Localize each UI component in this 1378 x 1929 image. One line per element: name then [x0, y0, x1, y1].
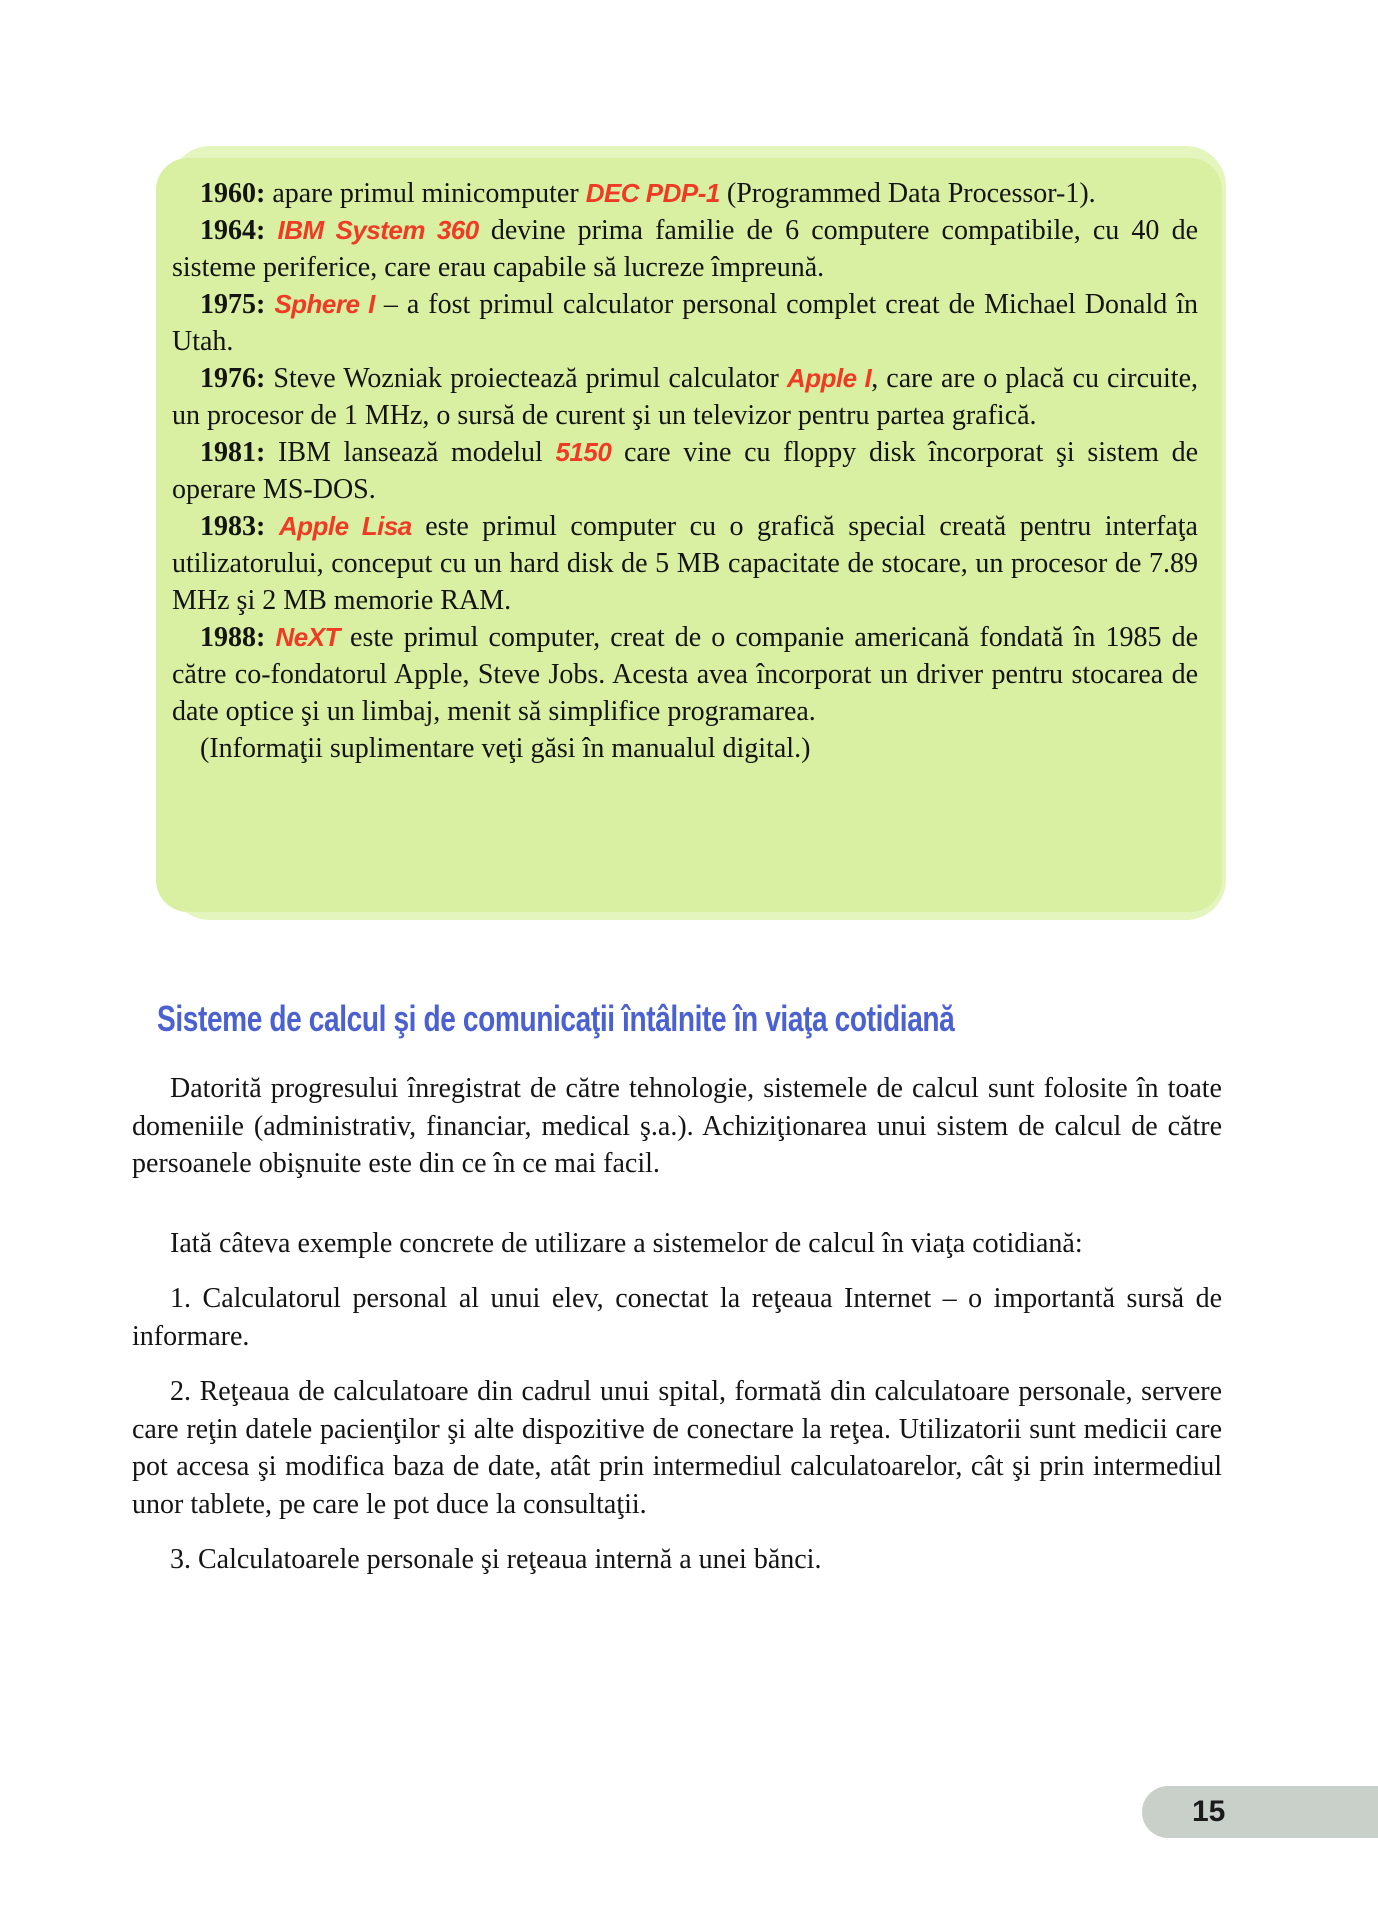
brand-name: NeXT: [275, 622, 340, 652]
timeline-entries: [172, 175, 1198, 730]
timeline-box: [156, 158, 1222, 912]
entry-text: devine prima familie de 6 computere compatibile, cu 40 de sisteme periferice, care erau capabile să lucreze împreună.: [172, 215, 1198, 283]
timeline-entry: [172, 619, 1198, 730]
year-label: 1983:: [200, 511, 266, 542]
entry-text: [265, 215, 277, 246]
brand-name: Apple I: [786, 363, 872, 393]
body-paragraph: Iată câteva exemple concrete de utilizare a sistemelor de calcul în viaţa cotidiană:: [170, 1227, 1083, 1259]
year-label: 1960:: [200, 178, 266, 209]
entry-text: , care are o placă cu circuite, un procesor de 1 MHz, o sursă de curent şi un televizor pentru partea grafică.: [172, 363, 1199, 431]
entry-text: (Programmed Data Processor-1).: [719, 178, 1096, 209]
entry-text: apare primul minicomputer: [265, 178, 586, 209]
brand-name: IBM System 360: [277, 215, 479, 245]
year-label: 1976:: [200, 363, 266, 394]
entry-text: este primul computer, creat de o companie americană fondată în 1985 de către co-fondatorul Apple, Steve Jobs. Acesta avea încorporat un driver pentru stocarea de date optice şi un limbaj, menit să simplifice programarea.: [172, 622, 1199, 727]
brand-name: Sphere I: [274, 289, 375, 319]
entry-text: Steve Wozniak proiectează primul calculator: [265, 363, 787, 394]
timeline-note: (Informaţii suplimentare veţi găsi în manualul digital.): [200, 733, 811, 764]
timeline-entry: [172, 175, 1198, 212]
timeline-entry: [172, 212, 1198, 286]
entry-text: este primul computer cu o grafică special creată pentru interfaţa utilizatorului, conceput cu un hard disk de 5 MB capacitate de stocare, un procesor de 7.89 MHz şi 2 MB memorie RAM.: [172, 511, 1198, 616]
timeline-entry: [172, 434, 1198, 508]
body-text: [132, 1070, 1222, 1597]
brand-name: Apple Lisa: [278, 511, 412, 541]
body-paragraph: 2. Reţeaua de calculatoare din cadrul unui spital, formată din calculatoare personale, servere care reţin datele pacienţilor şi alte dispozitive de conectare la reţea. Utilizatorii sunt medicii care pot accesa şi modifica baza de date, atât prin intermediul calculatoarelor, cât şi prin intermediul unor tablete, pe care le pot duce la consultaţii.: [132, 1376, 1222, 1520]
entry-text: [265, 622, 275, 653]
page-number: 15: [1192, 1795, 1226, 1828]
page-number-bar: [1142, 1786, 1378, 1838]
section-heading: Sisteme de calcul şi de comunicaţii întâlnite în viaţa cotidiană: [157, 998, 955, 1039]
entry-text: [265, 289, 274, 320]
brand-name: DEC PDP-1: [585, 178, 720, 208]
entry-text: – a fost primul calculator personal complet creat de Michael Donald în Utah.: [172, 289, 1199, 357]
timeline-entry: [172, 286, 1198, 360]
year-label: 1975:: [200, 289, 266, 320]
body-paragraph: Datorită progresului înregistrat de către tehnologie, sistemele de calcul sunt folosite în toate domeniile (administrativ, financiar, medical ş.a.). Achiziţionarea unui sistem de calcul de către persoanele obişnuite este din ce în ce mai facil.: [132, 1073, 1222, 1179]
timeline-entry: [172, 360, 1198, 434]
body-paragraph: 1. Calculatorul personal al unui elev, conectat la reţeaua Internet – o importantă sursă de informare.: [132, 1283, 1222, 1352]
body-paragraph: 3. Calculatoarele personale şi reţeaua internă a unei bănci.: [170, 1544, 822, 1575]
entry-text: care vine cu floppy disk încorporat şi sistem de operare MS-DOS.: [172, 437, 1198, 505]
year-label: 1981:: [200, 437, 266, 468]
year-label: 1964:: [200, 215, 266, 246]
entry-text: [265, 511, 278, 542]
year-label: 1988:: [200, 622, 266, 653]
entry-text: IBM lansează modelul: [265, 437, 556, 468]
brand-name: 5150: [555, 437, 612, 467]
timeline-entry: [172, 508, 1198, 619]
